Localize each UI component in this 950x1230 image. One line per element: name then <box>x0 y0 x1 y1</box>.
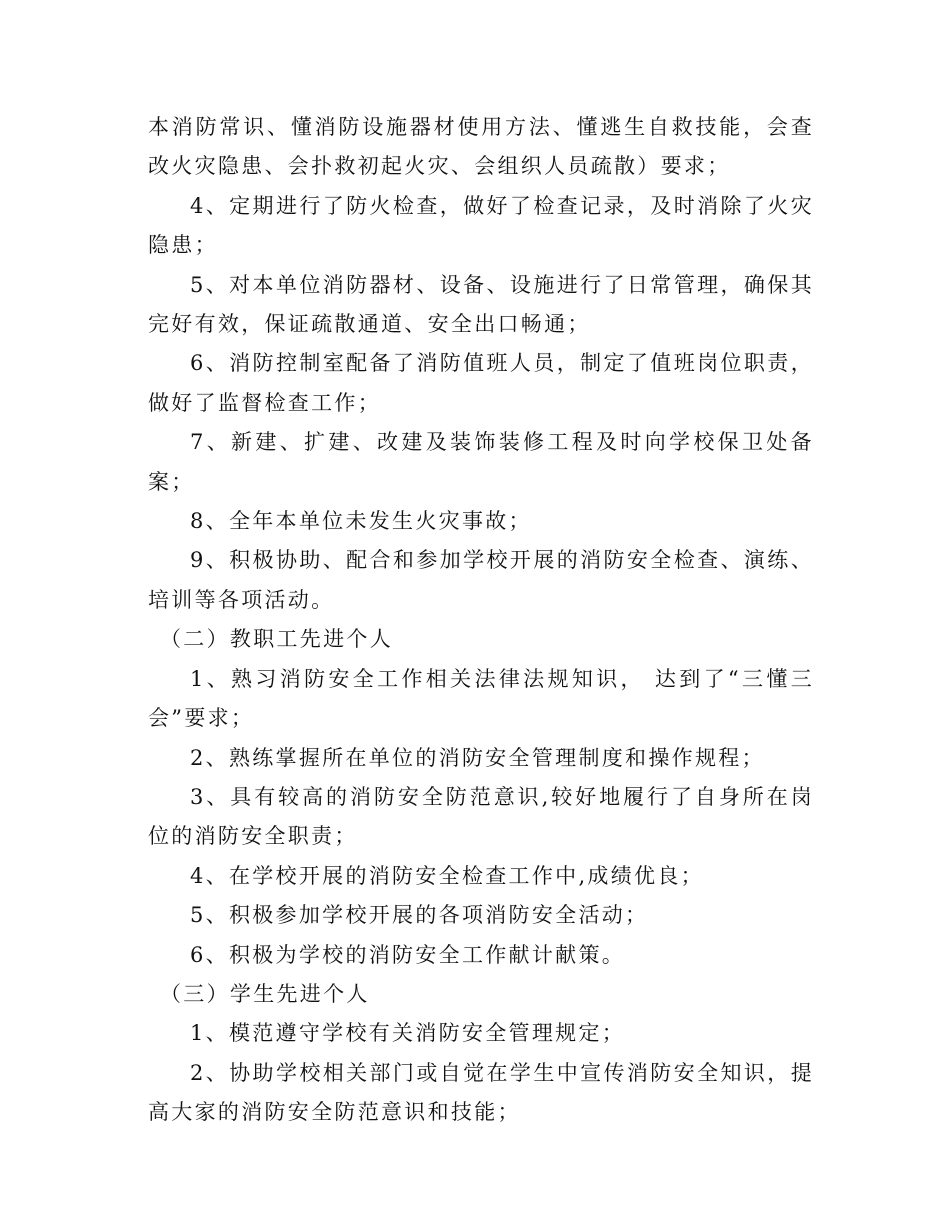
list-item: 5、积极参加学校开展的各项消防安全活动； <box>190 903 649 928</box>
list-item: 1、熟习消防安全工作相关法律法规知识， 达到了“三懂三会”要求； <box>148 666 814 731</box>
list-item: 4、在学校开展的消防安全检查工作中,成绩优良； <box>190 863 704 888</box>
paragraph-continuation: 本消防常识、懂消防设施器材使用方法、懂逃生自救技能，会查改火灾隐患、会扑救初起火灾、会组织人员疏散）要求； <box>148 115 814 179</box>
list-item: 9、积极协助、配合和参加学校开展的消防安全检查、演练、培训等各项活动。 <box>148 548 814 612</box>
list-item: 3、具有较高的消防安全防范意识,较好地履行了自身所在岗位的消防安全职责； <box>148 784 814 849</box>
list-item: 1、模范遵守学校有关消防安全管理规定； <box>190 1021 626 1046</box>
list-item: 2、协助学校相关部门或自觉在学生中宣传消防安全知识，提高大家的消防安全防范意识和技能； <box>148 1060 814 1125</box>
list-item: 5、对本单位消防器材、设备、设施进行了日常管理，确保其完好有效，保证疏散通道、安全出口畅通； <box>148 272 814 337</box>
list-item: 7、新建、扩建、改建及装饰装修工程及时向学校保卫处备案； <box>148 430 814 494</box>
list-item: 4、定期进行了防火检查，做好了检查记录，及时消除了火灾隐患； <box>148 193 814 258</box>
document-body <box>148 108 814 1133</box>
list-item: 6、消防控制室配备了消防值班人员，制定了值班岗位职责，做好了监督检查工作； <box>148 351 814 415</box>
section-heading: （二）教职工先进个人 <box>160 627 393 652</box>
list-item: 8、全年本单位未发生火灾事故； <box>190 509 532 534</box>
list-item: 2、熟练掌握所在单位的消防安全管理制度和操作规程； <box>190 745 765 770</box>
list-item: 6、积极为学校的消防安全工作献计献策。 <box>190 942 626 967</box>
section-heading: （三）学生先进个人 <box>160 981 370 1006</box>
